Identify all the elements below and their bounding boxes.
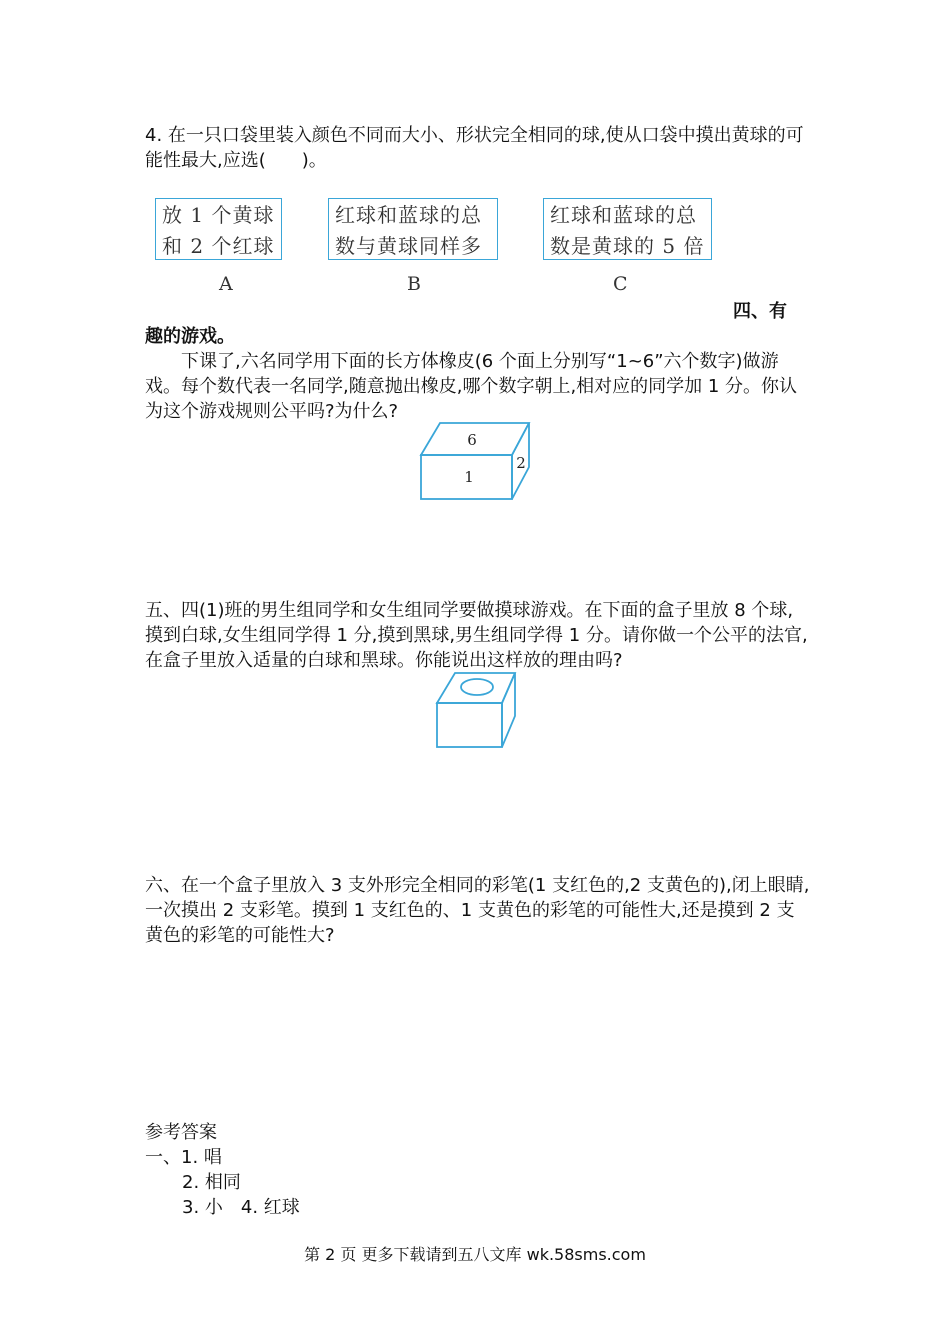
option-c-line2: 数是黄球的 5 倍 [550,234,705,258]
section-4-text: 下课了,六名同学用下面的长方体橡皮(6 个面上分别写“1~6”六个数字)做游戏。每个数代表一名同学,随意抛出橡皮,哪个数字朝上,相对应的同学加 1 分。你认为这个游戏规则公平吗?为什么? [145,351,798,422]
option-c-label: C [613,273,628,295]
option-b-box [328,198,498,260]
option-c-line1: 红球和蓝球的总 [550,203,697,227]
cube-front-number: 1 [464,468,474,486]
answers-line1: 一、1. 唱 [145,1147,222,1168]
option-b-label: B [407,273,421,295]
option-a-box [155,198,282,260]
ball-box-figure [432,668,522,752]
eraser-cube-figure [415,418,535,504]
cube-top-number: 6 [467,431,477,449]
option-a-line1: 放 1 个黄球 [162,203,275,227]
option-a-line2: 和 2 个红球 [162,234,275,258]
section-4-heading-part1: 四、有 [733,301,787,322]
option-c-box [543,198,712,260]
cube-side-number: 2 [516,454,526,472]
answers-line3: 3. 小 4. 红球 [182,1197,300,1218]
section-6-text: 六、在一个盒子里放入 3 支外形完全相同的彩笔(1 支红色的,2 支黄色的),闭上眼睛,一次摸出 2 支彩笔。摸到 1 支红色的、1 支黄色的彩笔的可能性大,还是摸到 2 支黄色的彩笔的可能性大? [145,875,810,946]
section-4-heading-part2: 趣的游戏。 [145,326,235,347]
option-b-line1: 红球和蓝球的总 [335,203,482,227]
option-b-line2: 数与黄球同样多 [335,234,482,258]
answers-title: 参考答案 [145,1122,217,1143]
page-footer: 第 2 页 更多下载请到五八文库 wk.58sms.com [304,1245,646,1264]
option-a-label: A [219,273,233,295]
section-5-text: 五、四(1)班的男生组同学和女生组同学要做摸球游戏。在下面的盒子里放 8 个球,摸到白球,女生组同学得 1 分,摸到黑球,男生组同学得 1 分。请你做一个公平的法官,在盒子里放入适量的白球和黑球。你能说出这样放的理由吗? [145,600,808,671]
answers-line2: 2. 相同 [182,1172,241,1193]
question-4-text: 4. 在一只口袋里装入颜色不同而大小、形状完全相同的球,使从口袋中摸出黄球的可能性最大,应选( )。 [145,125,804,171]
